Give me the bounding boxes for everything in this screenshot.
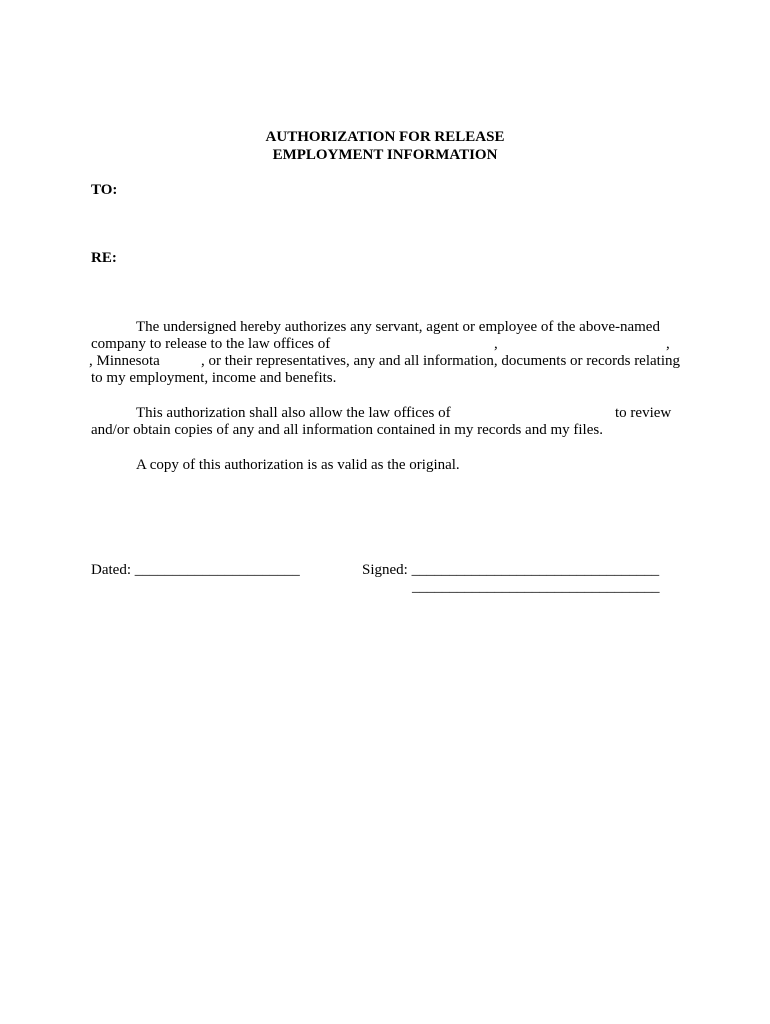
dated-field[interactable]: Dated: ______________________ (91, 562, 300, 578)
signed-field[interactable]: Signed: _________________________________ (362, 562, 660, 578)
para1-line3-rest: , or their representatives, any and all information, documents or records relating (201, 353, 681, 369)
para1-line3-start: , Minnesota (89, 353, 160, 369)
to-label: TO: (91, 182, 118, 198)
para1-line2-start: company to release to the law offices of (91, 336, 331, 352)
document-title-line2: EMPLOYMENT INFORMATION (272, 147, 498, 163)
second-signature-line[interactable]: _________________________________ (412, 579, 660, 595)
para1-line4: to my employment, income and benefits. (91, 370, 337, 386)
para1-line1: The undersigned hereby authorizes any servant, agent or employee of the above-named (136, 319, 660, 335)
para2-line2: and/or obtain copies of any and all information contained in my records and my files. (91, 422, 603, 438)
para1-line2-comma2: , (666, 336, 670, 352)
document-title-line1: AUTHORIZATION FOR RELEASE (265, 129, 505, 145)
para2-line1-end: to review (615, 405, 672, 421)
para2-line1-start: This authorization shall also allow the law offices of (136, 405, 451, 421)
para1-line2-comma1: , (494, 336, 498, 352)
re-label: RE: (91, 250, 117, 266)
para3: A copy of this authorization is as valid as the original. (136, 457, 460, 473)
